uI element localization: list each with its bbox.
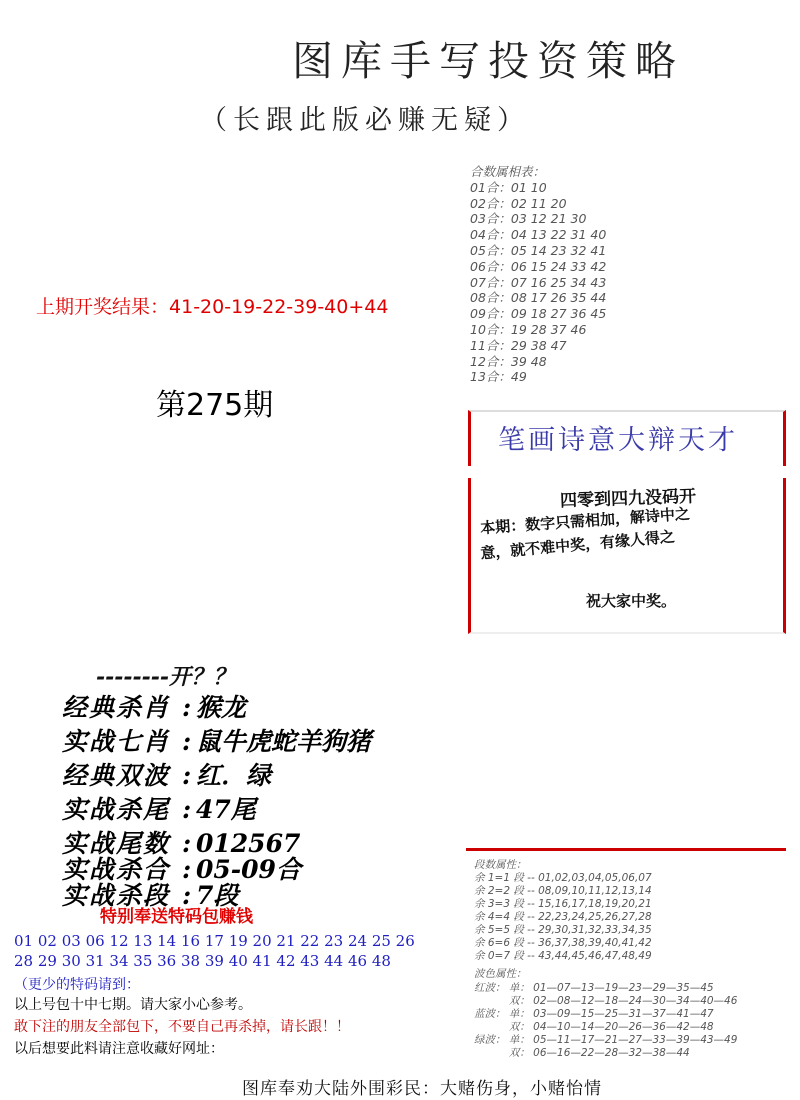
prediction-label: 实战杀段: [62, 881, 171, 910]
prediction-value: 鼠牛虎蛇羊狗猪: [196, 727, 372, 756]
last-result-label: 上期开奖结果：: [36, 296, 170, 318]
prediction-value: 47尾: [196, 795, 256, 824]
footer-warning: 图库奉劝大陆外围彩民：大赌伤身，小赌怡情: [242, 1079, 602, 1099]
wave-row: 双： 02—08—12—18—24—30—34—40—46: [474, 995, 738, 1007]
prediction-label: 实战杀尾: [62, 795, 171, 824]
combo-table-title: 合数属相表：: [470, 164, 546, 179]
special-note: 敢下注的朋友全部包下，不要自己再杀掉，请长跟！！: [14, 1019, 350, 1035]
issue-number: 第275期: [156, 388, 274, 423]
prediction-value: 7段: [196, 881, 239, 910]
combo-row: 05合：05 14 23 32 41: [470, 242, 607, 258]
combo-row: 04合：04 13 22 31 40: [470, 227, 607, 243]
segment-row: 余 5=5 段 -- 29,30,31,32,33,34,35: [474, 924, 652, 936]
poem-line: 四零到四九没码开: [559, 486, 697, 512]
prediction-row: 经典双波 : 红．绿: [62, 756, 462, 792]
segment-row: 余 3=3 段 -- 15,16,17,18,19,20,21: [474, 898, 652, 910]
prediction-row: 经典杀肖 : 猴龙: [62, 688, 462, 724]
page-title: 图库手写投资策略: [292, 37, 684, 85]
segment-row: 余 6=6 段 -- 36,37,38,39,40,41,42: [474, 937, 652, 949]
combo-row: 11合：29 38 47: [470, 337, 567, 353]
combo-row: 10合：19 28 37 46: [470, 321, 587, 337]
prediction-label: 经典杀肖: [62, 693, 171, 722]
prediction-row: 实战杀合 : 05-09合: [62, 850, 462, 886]
combo-row: 09合：09 18 27 36 45: [470, 306, 607, 322]
wave-title: 波色属性：: [474, 968, 527, 980]
prediction-label: 实战七肖: [62, 727, 171, 756]
special-title: 特别奉送特码包赚钱: [100, 907, 253, 927]
prediction-header: --------开？？: [96, 664, 236, 690]
combo-row: 07合：07 16 25 34 43: [470, 274, 607, 290]
last-result-numbers: 41-20-19-22-39-40+44: [169, 296, 389, 318]
combo-row: 03合：03 12 21 30: [470, 211, 587, 227]
special-note: 以后想要此料请注意收藏好网址：: [14, 1041, 224, 1057]
page-subtitle: （长跟此版必赚无疑）: [200, 105, 530, 136]
prediction-label: 实战尾数: [62, 829, 171, 858]
prediction-row: 实战尾数 : 012567: [62, 824, 462, 860]
segment-row: 余 0=7 段 -- 43,44,45,46,47,48,49: [474, 950, 652, 962]
wave-row: 双： 04—10—14—20—26—36—42—48: [474, 1021, 714, 1033]
special-note: （更少的特码请到：: [14, 977, 140, 993]
prediction-value: 05-09合: [196, 855, 301, 884]
poem-line: 意，就不难中奖，有缘人得之: [479, 527, 676, 563]
wave-row: 蓝波： 单： 03—09—15—25—31—37—41—47: [474, 1008, 714, 1020]
combo-row: 08合：08 17 26 35 44: [470, 290, 607, 306]
prediction-label: 实战杀合: [62, 855, 171, 884]
combo-row: 13合：49: [470, 369, 527, 385]
special-numbers-row: 28 29 30 31 34 35 36 38 39 40 41 42 43 44 46 48: [14, 952, 391, 970]
prediction-row: 实战七肖 : 鼠牛虎蛇羊狗猪: [62, 722, 462, 758]
combo-row: 01合：01 10: [470, 179, 547, 195]
segment-row: 余 4=4 段 -- 22,23,24,25,26,27,28: [474, 911, 652, 923]
prediction-row: 实战杀段 : 7段: [62, 876, 462, 912]
prediction-value: 012567: [196, 829, 301, 858]
combo-row: 02合：02 11 20: [470, 195, 567, 211]
poem-line: 本期：数字只需相加，解诗中之: [479, 504, 691, 538]
segment-title: 段数属性：: [474, 859, 527, 871]
special-numbers-row: 01 02 03 06 12 13 14 16 17 19 20 21 22 23 24 25 26: [14, 932, 415, 950]
combo-table: [470, 164, 770, 396]
special-note: 以上号包十中七期。请大家小心参考。: [14, 997, 252, 1013]
combo-row: 06合：06 15 24 33 42: [470, 258, 607, 274]
prediction-value: 猴龙: [196, 693, 247, 722]
wave-row: 双： 06—16—22—28—32—38—44: [474, 1047, 690, 1059]
wave-row: 绿波： 单： 05—11—17—21—27—33—39—43—49: [474, 1034, 738, 1046]
prediction-label: 经典双波: [62, 761, 171, 790]
last-result: [36, 292, 388, 319]
segment-row: 余 1=1 段 -- 01,02,03,04,05,06,07: [474, 872, 652, 884]
wave-row: 红波： 单： 01—07—13—19—23—29—35—45: [474, 982, 714, 994]
prediction-row: 实战杀尾 : 47尾: [62, 790, 462, 826]
poem-line: 祝大家中奖。: [586, 592, 677, 610]
poem-title: 笔画诗意大辩天才: [498, 425, 738, 456]
combo-row: 12合：39 48: [470, 353, 547, 369]
segment-row: 余 2=2 段 -- 08,09,10,11,12,13,14: [474, 885, 652, 897]
prediction-value: 红．绿: [196, 761, 272, 790]
